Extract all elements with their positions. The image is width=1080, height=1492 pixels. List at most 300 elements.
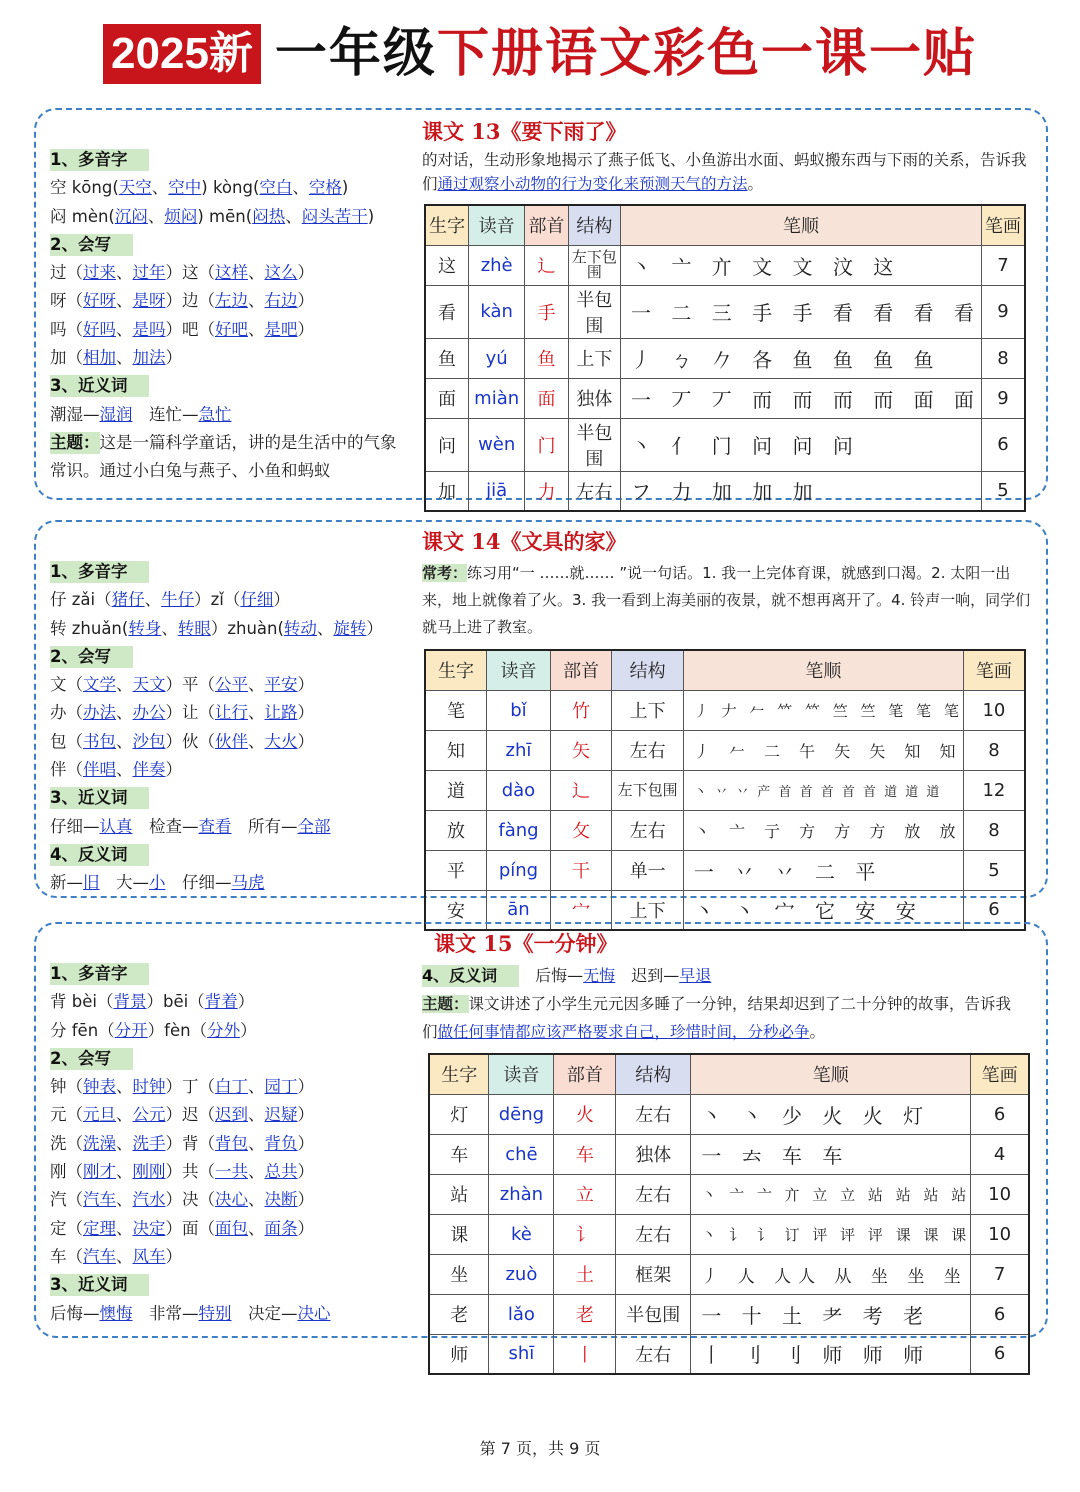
text-span: 、 <box>248 1162 265 1182</box>
underlined-word: 背包 <box>215 1133 248 1153</box>
underlined-word: 背负 <box>264 1133 298 1153</box>
underlined-word: 牛仔 <box>161 590 195 610</box>
underlined-word: 让路 <box>264 703 298 723</box>
table-cell: 一 丷 丷 二 平 <box>683 850 963 890</box>
underlined-word: 园丁 <box>264 1077 298 1097</box>
table-cell: 上下 <box>568 338 620 378</box>
text-span: 、 <box>116 348 133 368</box>
text-span: ）共（ <box>165 1162 215 1182</box>
polyphone-row <box>50 1017 331 1045</box>
table-cell: 丿 ㄅ 𠂊 各 鱼 鱼 鱼 鱼 <box>621 338 982 378</box>
underlined-word: 右边 <box>264 291 298 311</box>
table-cell: 左右 <box>616 1094 691 1134</box>
underlined-word: 过来 <box>83 263 116 283</box>
table-cell: 老 <box>429 1294 489 1334</box>
text-span: 、 <box>116 1190 133 1210</box>
text-span: 仔 zǎi（ <box>50 590 112 610</box>
section-heading: 2、会写 <box>50 234 133 256</box>
text-span: ）让（ <box>165 703 215 723</box>
underlined-word: 早退 <box>679 966 712 985</box>
table-cell: zhè <box>469 245 525 285</box>
table-cell: zhàn <box>489 1174 554 1214</box>
table-cell: 6 <box>971 1294 1029 1334</box>
table-cell: 手 <box>525 285 568 338</box>
underlined-word: 让行 <box>215 703 248 723</box>
table-cell: lǎo <box>489 1294 554 1334</box>
table-cell: dēng <box>489 1094 554 1134</box>
text-span: 、 <box>116 675 133 695</box>
write-row <box>50 1215 331 1243</box>
underlined-word: 旧 <box>83 873 100 893</box>
table-cell: 左右 <box>568 471 620 511</box>
text-span: 转 zhuǎn( <box>50 618 129 638</box>
table-row <box>425 378 1025 418</box>
table-cell: 一 𠫓 车 车 <box>691 1134 971 1174</box>
text-span: ）zǐ（ <box>194 590 241 610</box>
table-cell: 8 <box>963 730 1025 770</box>
text-span: 、 <box>161 618 178 638</box>
synonym-row <box>50 813 383 841</box>
table-cell: 独体 <box>568 378 620 418</box>
text-span: ）zhuàn( <box>210 618 284 638</box>
table-cell: 左右 <box>612 810 683 850</box>
table-row <box>425 730 1025 770</box>
text-span: 仔细— <box>165 873 232 893</box>
table-cell: 左右 <box>612 730 683 770</box>
text-span: 、 <box>248 319 265 339</box>
table-header-cell: 部首 <box>525 205 568 245</box>
table-cell: 看 <box>425 285 469 338</box>
table-cell: 加 <box>425 471 469 511</box>
table-cell: 丶 亠 亣 文 文 汶 这 <box>621 245 982 285</box>
text-span: 、 <box>285 206 302 226</box>
page-footer: 第 7 页，共 9 页 <box>479 1439 601 1458</box>
text-span: ）迟（ <box>165 1105 215 1125</box>
table-row <box>425 338 1025 378</box>
text-span: 。 <box>809 1023 826 1041</box>
text-span: ） <box>165 1246 182 1266</box>
table-cell: 左下包围 <box>612 770 683 810</box>
text-span: 、 <box>147 206 165 226</box>
underlined-word: 天文 <box>132 675 166 695</box>
table-cell: 课 <box>429 1214 489 1254</box>
table-cell: 老 <box>554 1294 616 1334</box>
text-span: 连忙— <box>132 404 199 424</box>
table-header-cell: 读音 <box>489 1054 554 1094</box>
underlined-word: 这样 <box>215 263 248 283</box>
table-cell: 9 <box>981 285 1025 338</box>
table-row <box>429 1254 1029 1294</box>
lesson-14-title: 课文 14《文具的家》 <box>422 529 627 554</box>
table-header-cell: 笔画 <box>971 1054 1029 1094</box>
underlined-word: 分外 <box>207 1020 241 1040</box>
table-cell: wèn <box>469 418 525 471</box>
underlined-word: 刚刚 <box>132 1162 166 1182</box>
text-span: 伴（ <box>50 760 83 780</box>
table-cell: 6 <box>963 890 1025 930</box>
table-cell: 车 <box>429 1134 489 1174</box>
text-span: 一课一贴 <box>760 23 977 84</box>
text-span: ） <box>297 1190 314 1210</box>
table-cell: 面 <box>425 378 469 418</box>
table-row <box>425 810 1025 850</box>
text-span: 练习用“一 ……就…… ”说一句话。1. 我一上完体育课，就感到口渴。2. 太阳一出来，地上就像着了火。3. 我一看到上海美丽的夜景，就不想再离开了。4. 铃声一响，同学们就马上进了教室。 <box>422 564 1031 636</box>
write-row <box>50 1130 331 1158</box>
text-span: 、 <box>116 291 133 311</box>
underlined-word: 空中 <box>168 178 202 198</box>
text-span: 、 <box>116 1105 133 1125</box>
table-row <box>425 245 1025 285</box>
table-cell: 左右 <box>616 1334 691 1374</box>
underlined-word: 白丁 <box>215 1077 248 1097</box>
table-cell: 丨 <box>554 1334 616 1374</box>
polyphone-row <box>50 615 383 643</box>
text-span: 、 <box>116 1246 133 1266</box>
text-span: 非常— <box>132 1303 199 1323</box>
underlined-word: 是呀 <box>132 291 166 311</box>
section-heading: 3、近义词 <box>50 787 149 809</box>
text-span: 、 <box>248 263 265 283</box>
underlined-word: 小 <box>149 873 166 893</box>
table-cell: 安 <box>425 890 487 930</box>
underlined-word: 书包 <box>83 731 116 751</box>
table-cell: 门 <box>525 418 568 471</box>
underlined-word: 背着 <box>204 992 238 1012</box>
table-cell: 力 <box>525 471 568 511</box>
table-cell: 左下包围 <box>568 245 620 285</box>
table-cell: 鱼 <box>425 338 469 378</box>
table-cell: 干 <box>550 850 612 890</box>
table-cell: zuò <box>489 1254 554 1294</box>
underlined-word: 是吗 <box>132 319 166 339</box>
text-span: 仔细— <box>50 816 100 836</box>
underlined-word: 沙包 <box>132 731 166 751</box>
table-cell: 立 <box>554 1174 616 1214</box>
table-header-cell: 结构 <box>612 650 683 690</box>
table-cell: 站 <box>429 1174 489 1214</box>
underlined-word: 仔细 <box>240 590 274 610</box>
table-header-cell: 部首 <box>550 650 612 690</box>
underlined-word: 闷头苦干 <box>301 206 368 226</box>
text-span: ） <box>237 992 255 1012</box>
underlined-word: 猪仔 <box>111 590 145 610</box>
text-span: 汽（ <box>50 1190 83 1210</box>
table-cell: 面 <box>525 378 568 418</box>
underlined-word: 烦闷 <box>164 206 198 226</box>
table-cell: 这 <box>425 245 469 285</box>
text-span: 、 <box>116 1133 133 1153</box>
underlined-word: 伴唱 <box>83 760 116 780</box>
table-cell: dào <box>487 770 551 810</box>
underlined-word: 天空 <box>118 178 152 198</box>
table-row <box>429 1214 1029 1254</box>
text-span: 元（ <box>50 1105 83 1125</box>
section-heading: 2、会写 <box>50 646 133 668</box>
underlined-word: 懊悔 <box>99 1303 133 1323</box>
text-span: 分 fēn（ <box>50 1020 115 1040</box>
table-cell: 独体 <box>616 1134 691 1174</box>
underlined-word: 背景 <box>113 992 147 1012</box>
polyphone-row <box>50 203 402 231</box>
text-span: 背 bèi（ <box>50 992 114 1012</box>
table-header-cell: 部首 <box>554 1054 616 1094</box>
table-cell: 讠 <box>554 1214 616 1254</box>
table-cell: 10 <box>971 1174 1029 1214</box>
table-cell: ān <box>487 890 551 930</box>
underlined-word: 好吧 <box>215 319 248 339</box>
underlined-word: 转身 <box>128 618 162 638</box>
text-span: ）吧（ <box>165 319 215 339</box>
text-span: 所有— <box>231 816 298 836</box>
text-span: ） <box>297 1105 314 1125</box>
text-span: ） <box>297 1218 314 1238</box>
underlined-word: 刚才 <box>83 1162 116 1182</box>
underlined-word: 好吗 <box>83 319 116 339</box>
write-row <box>50 1073 331 1101</box>
polyphone-row <box>50 174 402 202</box>
write-row <box>50 316 402 344</box>
table-cell: 7 <box>981 245 1025 285</box>
table-cell: zhī <box>487 730 551 770</box>
underlined-word: 左边 <box>215 291 248 311</box>
table-cell: 丶 丶 宀 它 安 安 <box>683 890 963 930</box>
section-heading: 1、多音字 <box>50 149 149 171</box>
table-row <box>429 1094 1029 1134</box>
write-row <box>50 287 402 315</box>
text-span: 潮湿— <box>50 404 100 424</box>
table-row <box>425 690 1025 730</box>
table-cell: 矢 <box>550 730 612 770</box>
table-cell: 放 <box>425 810 487 850</box>
page-header <box>0 18 1080 90</box>
text-span: 一年级 <box>274 23 437 84</box>
text-span: ) mēn( <box>197 206 253 226</box>
underlined-word: 决断 <box>264 1190 298 1210</box>
table-cell: 框架 <box>616 1254 691 1294</box>
table-cell: 丿 𠂉 二 午 矢 矢 知 知 <box>683 730 963 770</box>
text-span: ）平（ <box>165 675 215 695</box>
table-cell: 土 <box>554 1254 616 1294</box>
underlined-word: 公平 <box>215 675 248 695</box>
text-span: ) <box>367 206 375 226</box>
underlined-word: 文学 <box>83 675 116 695</box>
table-cell: 灯 <box>429 1094 489 1134</box>
section-heading: 3、近义词 <box>50 375 149 397</box>
lesson-14-right <box>422 526 1032 641</box>
underlined-word: 平安 <box>264 675 298 695</box>
table-cell: 半包围 <box>568 285 620 338</box>
text-span: ） <box>366 618 383 638</box>
table-cell: miàn <box>469 378 525 418</box>
table-header-cell: 结构 <box>568 205 620 245</box>
table-cell: 辶 <box>525 245 568 285</box>
text-span: 包（ <box>50 731 83 751</box>
text-span: 钟（ <box>50 1077 83 1097</box>
text-span: 、 <box>116 760 133 780</box>
text-span: 常考： <box>422 564 468 582</box>
text-span: 刚（ <box>50 1162 83 1182</box>
write-row <box>50 259 402 287</box>
table-cell: 宀 <box>550 890 612 930</box>
lesson-15-left <box>50 960 331 1328</box>
text-span: 、 <box>248 1077 265 1097</box>
table-cell: 半包围 <box>568 418 620 471</box>
underlined-word: 决定 <box>132 1218 166 1238</box>
text-span: 、 <box>248 675 265 695</box>
table-cell: 车 <box>554 1134 616 1174</box>
text-span: ） <box>297 1133 314 1153</box>
table-cell: 火 <box>554 1094 616 1134</box>
section-heading: 4、反义词 <box>50 844 149 866</box>
lesson-15-theme <box>422 990 1026 1046</box>
table-cell: 攵 <box>550 810 612 850</box>
table-header-cell: 笔顺 <box>691 1054 971 1094</box>
underlined-word: 办公 <box>132 703 166 723</box>
text-span: 新— <box>50 873 83 893</box>
text-span: 车（ <box>50 1246 83 1266</box>
lesson-13-intro <box>422 148 1032 196</box>
lesson-14-exam <box>422 560 1032 641</box>
underlined-word: 元旦 <box>83 1105 116 1125</box>
text-span: 过（ <box>50 263 83 283</box>
text-span: ） <box>297 319 314 339</box>
text-span: 后悔— <box>535 966 584 985</box>
text-span: 主题： <box>50 432 100 452</box>
underlined-word: 马虎 <box>231 873 265 893</box>
table-cell: 8 <box>981 338 1025 378</box>
underlined-word: 钟表 <box>83 1077 116 1097</box>
write-row <box>50 1243 331 1271</box>
text-span: ）伙（ <box>165 731 215 751</box>
underlined-word: 公元 <box>132 1105 166 1125</box>
underlined-word: 查看 <box>198 816 232 836</box>
text-span: 、 <box>248 1218 265 1238</box>
table-cell: 9 <box>981 378 1025 418</box>
text-span: 、 <box>248 731 265 751</box>
table-cell: bǐ <box>487 690 551 730</box>
text-span: 大— <box>99 873 149 893</box>
table-header-cell: 笔顺 <box>621 205 982 245</box>
write-row <box>50 671 383 699</box>
underlined-word: 是吧 <box>264 319 298 339</box>
underlined-word: 分开 <box>114 1020 148 1040</box>
text-span: 下册语文彩色 <box>436 23 761 84</box>
table-cell: yú <box>469 338 525 378</box>
table-cell: 知 <box>425 730 487 770</box>
table-cell: 一 丆 丆 而 而 而 而 面 面 <box>621 378 982 418</box>
table-cell: 6 <box>981 418 1025 471</box>
table-header-cell: 读音 <box>469 205 525 245</box>
table-row <box>429 1134 1029 1174</box>
underlined-word: 通过观察小动物的行为变化来预测天气的方法 <box>437 175 748 193</box>
lesson-13-theme <box>50 429 402 485</box>
lesson-14-table <box>424 649 1026 931</box>
table-cell: 坐 <box>429 1254 489 1294</box>
table-cell: 左右 <box>616 1174 691 1214</box>
text-span: 、 <box>248 1105 265 1125</box>
text-span: ） <box>240 1020 257 1040</box>
underlined-word: 沉闷 <box>114 206 148 226</box>
text-span: ） <box>297 675 314 695</box>
text-span: 定（ <box>50 1218 83 1238</box>
underlined-word: 汽水 <box>132 1190 166 1210</box>
lesson-13-title: 课文 13《要下雨了》 <box>422 119 627 144</box>
section-heading: 1、多音字 <box>50 963 149 985</box>
underlined-word: 总共 <box>264 1162 298 1182</box>
table-cell: 笔 <box>425 690 487 730</box>
underlined-word: 时钟 <box>132 1077 166 1097</box>
text-span: ）fèn（ <box>147 1020 208 1040</box>
text-span: 、 <box>116 319 133 339</box>
table-header-cell: 笔顺 <box>683 650 963 690</box>
section-heading: 2、会写 <box>50 1048 133 1070</box>
underlined-word: 湿润 <box>99 404 133 424</box>
table-cell: 丿 𠂇 𠂉 𥫗 𥫗 竺 竺 笔 笔 笔 <box>683 690 963 730</box>
text-span: ） <box>165 760 182 780</box>
text-span: 办（ <box>50 703 83 723</box>
table-cell: 4 <box>971 1134 1029 1174</box>
table-cell: 丶 亠 亠 亣 立 立 站 站 站 站 <box>691 1174 971 1214</box>
text-span: 、 <box>248 291 265 311</box>
text-span: ） <box>297 703 314 723</box>
underlined-word: 闷热 <box>252 206 286 226</box>
text-span: ）丁（ <box>165 1077 215 1097</box>
text-span: 课文讲述了小学生元元因多睡了一分钟，结果却迟到了二十分钟的故事，告诉我们 <box>422 995 1012 1041</box>
lesson-15-right <box>422 928 1026 1046</box>
table-cell: 丶 丷 丷 产 首 首 首 首 首 道 道 道 <box>683 770 963 810</box>
underlined-word: 做任何事情都应该严格要求自己，珍惜时间，分秒必争 <box>437 1023 810 1041</box>
text-span: 吗（ <box>50 319 83 339</box>
text-span: 、 <box>116 1077 133 1097</box>
table-cell: 10 <box>963 690 1025 730</box>
underlined-word: 洗澡 <box>83 1133 116 1153</box>
table-cell: 12 <box>963 770 1025 810</box>
text-span: 、 <box>116 1162 133 1182</box>
table-row <box>429 1174 1029 1214</box>
text-span: 、 <box>292 178 309 198</box>
table-cell: 师 <box>429 1334 489 1374</box>
table-cell: píng <box>487 850 551 890</box>
underlined-word: 加法 <box>132 348 166 368</box>
text-span: ）决（ <box>165 1190 215 1210</box>
underlined-word: 大火 <box>264 731 298 751</box>
text-span: ）背（ <box>165 1133 215 1153</box>
write-row <box>50 1186 331 1214</box>
text-span: 、 <box>116 1218 133 1238</box>
underlined-word: 空白 <box>259 178 293 198</box>
section-heading: 3、近义词 <box>50 1274 149 1296</box>
underlined-word: 旋转 <box>333 618 367 638</box>
table-cell: 鱼 <box>525 338 568 378</box>
table-row <box>425 418 1025 471</box>
text-span: ）这（ <box>165 263 215 283</box>
underlined-word: 洗手 <box>132 1133 166 1153</box>
underlined-word: 决心 <box>215 1190 248 1210</box>
write-row <box>50 699 383 727</box>
table-header-cell: 结构 <box>616 1054 691 1094</box>
text-span: 、 <box>316 618 334 638</box>
underlined-word: 伙伴 <box>215 731 248 751</box>
underlined-word: 相加 <box>83 348 116 368</box>
text-span: 、 <box>116 731 133 751</box>
text-span: 、 <box>248 703 265 723</box>
lesson-15-title: 课文 15《一分钟》 <box>434 931 618 956</box>
text-span: ) kòng( <box>201 178 260 198</box>
text-span: ） <box>165 348 182 368</box>
table-cell: 5 <box>981 471 1025 511</box>
synonym-row <box>50 1300 331 1328</box>
text-span: 迟到— <box>615 966 680 985</box>
